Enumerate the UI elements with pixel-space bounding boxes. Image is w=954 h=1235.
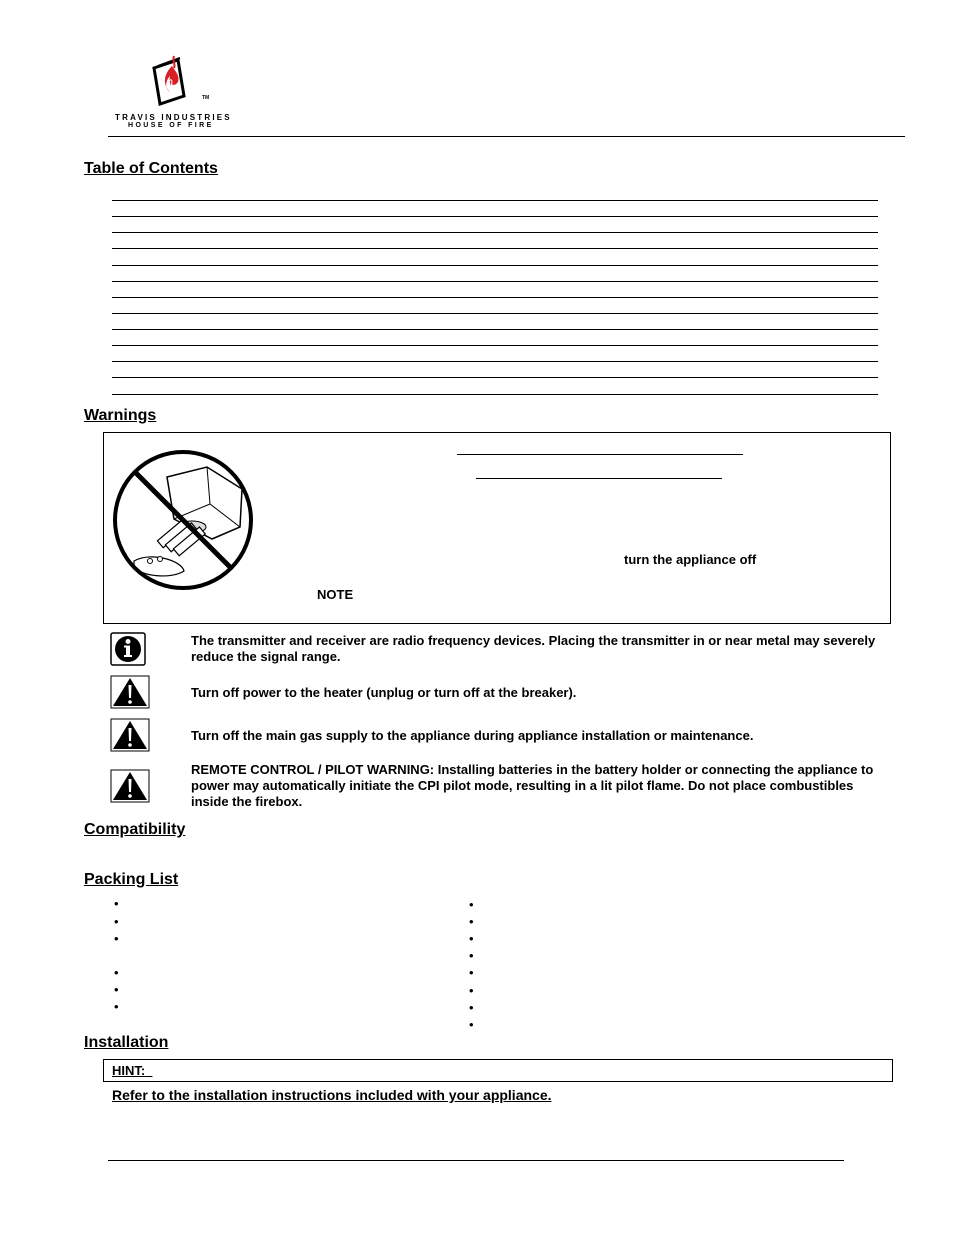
toc-line	[112, 200, 878, 201]
caution-icon	[110, 675, 150, 709]
header-rule	[108, 136, 905, 137]
list-item-bullet: •	[114, 896, 119, 911]
turn-off-emphasis: turn the appliance off	[624, 552, 757, 567]
hint-box	[103, 1059, 893, 1082]
list-item-bullet: •	[469, 948, 474, 963]
packing-list-title: Packing List	[84, 871, 179, 888]
warning-underline	[476, 478, 722, 479]
toc-line	[112, 248, 878, 249]
toc-title: Table of Contents	[84, 160, 218, 177]
list-item-bullet: •	[469, 983, 474, 998]
logo-company-name: TRAVIS INDUSTRIES	[115, 113, 232, 122]
caution-icon	[110, 718, 150, 752]
logo-tagline: HOUSE OF FIRE	[128, 122, 214, 129]
toc-line	[112, 361, 878, 362]
toc-line	[112, 313, 878, 314]
list-item-bullet: •	[469, 897, 474, 912]
list-item-bullet: •	[469, 1000, 474, 1015]
warning-text-gas: Turn off the main gas supply to the appliance during appliance installation or maintenance.	[191, 728, 754, 743]
list-item-bullet: •	[469, 931, 474, 946]
warning-text-power: Turn off power to the heater (unplug or turn off at the breaker).	[191, 685, 577, 700]
warnings-title: Warnings	[84, 407, 157, 424]
note-label: NOTE	[317, 587, 354, 602]
hint-label-text: HINT:	[112, 1063, 146, 1078]
installation-reference: Refer to the installation instructions included with your appliance.	[112, 1087, 552, 1103]
list-item-bullet: •	[114, 965, 119, 980]
battery-warning-box	[103, 432, 891, 624]
toc-line	[112, 297, 878, 298]
info-icon	[110, 632, 146, 666]
toc-line	[112, 232, 878, 233]
logo-tm: TM	[202, 95, 210, 101]
no-battery-icon	[112, 449, 254, 591]
caution-icon	[110, 769, 150, 803]
toc-line	[112, 265, 878, 266]
toc-line	[112, 345, 878, 346]
toc-line	[112, 216, 878, 217]
toc-line	[112, 281, 878, 282]
warning-text-pilot: REMOTE CONTROL / PILOT WARNING: Installing batteries in the battery holder or connecting the appliance to power may automatically initiate the CPI pilot mode, resulting in a lit pilot flame. Do not place combustibles inside the firebox.	[191, 762, 874, 809]
list-item-bullet: •	[114, 914, 119, 929]
toc-line	[112, 329, 878, 330]
list-item-bullet: •	[114, 931, 119, 946]
list-item-bullet: •	[469, 1017, 474, 1032]
warning-underline	[457, 454, 743, 455]
footer-rule	[108, 1160, 844, 1161]
installation-title: Installation	[84, 1034, 169, 1051]
toc-line	[112, 377, 878, 378]
warning-text-radio: The transmitter and receiver are radio frequency devices. Placing the transmitter in or near metal may severely reduce the signal range.	[191, 633, 876, 664]
list-item-bullet: •	[114, 999, 119, 1014]
list-item-bullet: •	[114, 982, 119, 997]
toc-line	[112, 394, 878, 395]
compatibility-title: Compatibility	[84, 821, 186, 838]
hint-label	[112, 1063, 152, 1078]
list-item-bullet: •	[469, 965, 474, 980]
list-item-bullet: •	[469, 914, 474, 929]
